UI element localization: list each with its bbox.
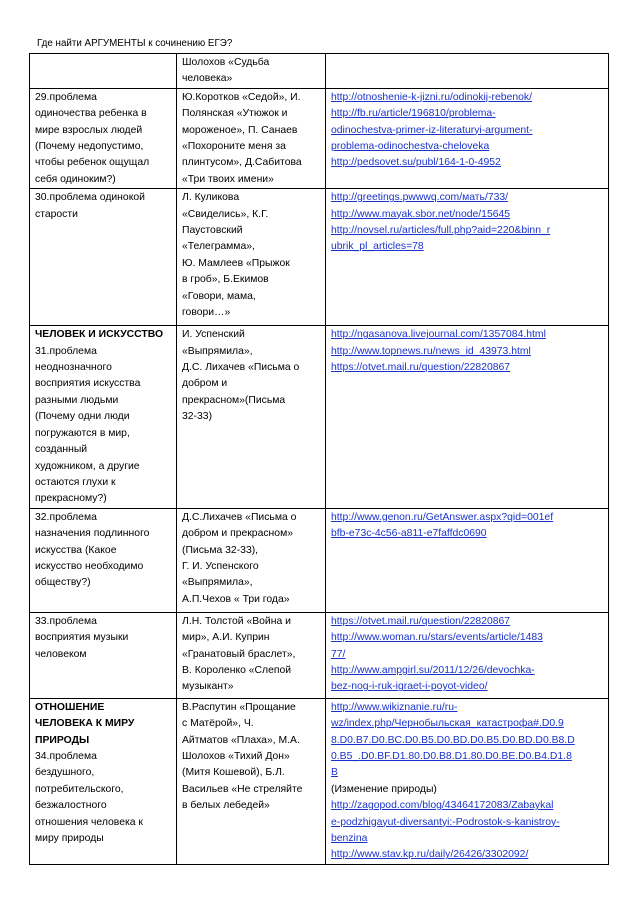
- problem-text: 31.проблема: [35, 345, 97, 357]
- argument-text: «Выпрямила»,: [182, 345, 253, 357]
- source-link[interactable]: http://fb.ru/article/196810/problema-: [331, 108, 496, 120]
- source-link[interactable]: http://ngasanova.livejournal.com/1357084.html: [331, 329, 546, 341]
- arguments-cell: [177, 326, 326, 508]
- source-link[interactable]: http://www.genon.ru/GetAnswer.aspx?qid=001ef: [331, 511, 554, 523]
- argument-text: Полянская «Утюжок и: [182, 108, 288, 120]
- source-link[interactable]: B: [331, 767, 338, 779]
- argument-text: говори…»: [182, 307, 231, 319]
- source-link[interactable]: 8.D0.B7.D0.BC.D0.B5.D0.BD.D0.B5.D0.BD.D0.B8.D: [331, 734, 575, 746]
- problem-text: бездушного,: [35, 767, 95, 779]
- problem-text: искусство необходимо: [35, 560, 144, 572]
- source-link[interactable]: ubrik_pl_articles=78: [331, 241, 424, 253]
- problem-text: восприятия музыки: [35, 632, 129, 644]
- argument-text: плинтусом», Д.Сабитова: [182, 157, 302, 169]
- argument-text: «Выпрямила»,: [182, 577, 253, 589]
- problem-text: отношения человека к: [35, 816, 143, 828]
- argument-text: в гроб», Б.Екимов: [182, 274, 269, 286]
- problem-text: 34.проблема: [35, 750, 97, 762]
- links-cell: [326, 698, 609, 864]
- source-link[interactable]: http://www.stav.kp.ru/daily/26426/3302092/: [331, 849, 529, 861]
- problem-cell: [30, 326, 177, 508]
- source-link[interactable]: http://zagopod.com/blog/43464172083/Zabaykal: [331, 800, 554, 812]
- problem-text: восприятия искусства: [35, 378, 141, 390]
- argument-text: «Телеграмма»,: [182, 241, 255, 253]
- source-link[interactable]: 0.B5_.D0.BF.D1.80.D0.B8.D1.80.D0.BE.D0.B4.D1.8: [331, 750, 572, 762]
- argument-text: «Гранатовый браслет»,: [182, 648, 296, 660]
- arguments-cell: [177, 88, 326, 188]
- problem-text: одиночества ребенка в: [35, 108, 147, 120]
- arguments-cell: [177, 612, 326, 698]
- argument-text: Айтматов «Плаха», М.А.: [182, 734, 300, 746]
- source-link[interactable]: https://otvet.mail.ru/question/22820867: [331, 362, 511, 374]
- source-link[interactable]: http://www.woman.ru/stars/events/article/1483: [331, 632, 543, 644]
- argument-text: музыкант»: [182, 681, 234, 693]
- links-cell: [326, 508, 609, 612]
- problem-text: себя одиноким?): [35, 173, 116, 185]
- source-link[interactable]: http://www.mayak.sbor.net/node/15645: [331, 208, 511, 220]
- table-row: [30, 88, 609, 188]
- argument-text: человека»: [182, 73, 233, 85]
- argument-text: прекрасном»(Письма: [182, 394, 286, 406]
- problem-text: художником, а другие: [35, 460, 140, 472]
- problem-text: (Почему одни люди: [35, 411, 130, 423]
- source-link[interactable]: 77/: [331, 648, 346, 660]
- argument-text: Г. И. Успенского: [182, 560, 259, 572]
- problem-text: неоднозначного: [35, 362, 112, 374]
- argument-text: А.П.Чехов « Три года»: [182, 593, 290, 605]
- problem-cell: [30, 612, 177, 698]
- table-row: [30, 698, 609, 864]
- problem-text: старости: [35, 208, 78, 220]
- argument-text: с Матёрой», Ч.: [182, 718, 254, 730]
- source-link[interactable]: http://otnoshenie-k-jizni.ru/odinokij-rebenok/: [331, 91, 532, 103]
- source-link[interactable]: https://otvet.mail.ru/question/22820867: [331, 615, 511, 627]
- problem-text: разными людьми: [35, 394, 119, 406]
- links-cell: [326, 88, 609, 188]
- source-link[interactable]: http://www.topnews.ru/news_id_43973.html: [331, 345, 531, 357]
- links-cell: [326, 612, 609, 698]
- source-link[interactable]: http://pedsovet.su/publ/164-1-0-4952: [331, 157, 501, 169]
- argument-text: В.Распутин «Прощание: [182, 701, 296, 713]
- argument-text: В. Короленко «Слепой: [182, 664, 292, 676]
- arguments-table: [29, 53, 609, 865]
- problem-text: человеком: [35, 648, 87, 660]
- section-heading: ЧЕЛОВЕК И ИСКУССТВО: [35, 329, 164, 341]
- argument-text: в белых лебедей»: [182, 800, 270, 812]
- argument-text: «Говори, мама,: [182, 290, 256, 302]
- problem-text: потребительского,: [35, 783, 124, 795]
- argument-text: добром и прекрасном»: [182, 528, 293, 540]
- argument-text: Д.С.Лихачев «Письма о: [182, 511, 297, 523]
- problem-text: мире взрослых людей: [35, 124, 143, 136]
- argument-text: 32-33): [182, 411, 213, 423]
- arguments-cell: [177, 54, 326, 89]
- argument-text: Л.Н. Толстой «Война и: [182, 615, 291, 627]
- source-link[interactable]: bfb-e73c-4c56-a811-e7faffdc0690: [331, 528, 487, 540]
- argument-text: (Митя Кошевой), Б.Л.: [182, 767, 285, 779]
- problem-text: 30.проблема одинокой: [35, 192, 145, 204]
- problem-text: миру природы: [35, 832, 104, 844]
- problem-text: чтобы ребенок ощущал: [35, 157, 150, 169]
- argument-text: Д.С. Лихачев «Письма о: [182, 362, 300, 374]
- source-link[interactable]: e-podzhigayut-diversantyi:-Podrostok-s-kanistroy-: [331, 816, 560, 828]
- source-link[interactable]: odinochestva-primer-iz-literaturyi-argument-: [331, 124, 533, 136]
- source-link[interactable]: problema-odinochestva-cheloveka: [331, 141, 490, 153]
- problem-text: 33.проблема: [35, 615, 97, 627]
- argument-text: (Письма 32-33),: [182, 544, 259, 556]
- problem-text: искусства (Какое: [35, 544, 117, 556]
- argument-text: Шолохов «Судьба: [182, 57, 270, 68]
- table-row: [30, 508, 609, 612]
- problem-cell: [30, 88, 177, 188]
- source-link[interactable]: http://www.ampgirl.su/2011/12/26/devochka-: [331, 664, 535, 676]
- source-link[interactable]: http://greetings.pwwwq.com/мать/733/: [331, 192, 509, 204]
- problem-text: прекрасному?): [35, 493, 107, 505]
- problem-text: 32.проблема: [35, 511, 97, 523]
- problem-text: погружаются в мир,: [35, 427, 130, 439]
- argument-text: Шолохов «Тихий Дон»: [182, 750, 290, 762]
- problem-cell: [30, 54, 177, 89]
- table-row: [30, 54, 609, 89]
- page-title: Где найти АРГУМЕНТЫ к сочинению ЕГЭ?: [37, 38, 233, 49]
- problem-text: остаются глухи к: [35, 476, 116, 488]
- table-row: [30, 326, 609, 508]
- arguments-cell: [177, 698, 326, 864]
- section-heading: ОТНОШЕНИЕ: [35, 701, 105, 713]
- problem-text: созданный: [35, 444, 88, 456]
- links-cell: [326, 54, 609, 89]
- table-row: [30, 189, 609, 326]
- arguments-cell: [177, 508, 326, 612]
- argument-text: Васильев «Не стреляйте: [182, 783, 303, 795]
- argument-text: Ю. Мамлеев «Прыжок: [182, 257, 290, 269]
- problem-cell: [30, 508, 177, 612]
- argument-text: мир», А.И. Куприн: [182, 632, 270, 644]
- argument-text: И. Успенский: [182, 329, 245, 341]
- arguments-cell: [177, 189, 326, 326]
- source-link[interactable]: http://novsel.ru/articles/full.php?aid=220&binn_r: [331, 225, 551, 237]
- problem-text: назначения подлинного: [35, 528, 150, 540]
- link-note: (Изменение природы): [331, 783, 437, 795]
- section-heading: ПРИРОДЫ: [35, 734, 90, 746]
- argument-text: «Три твоих имени»: [182, 173, 274, 185]
- argument-text: Ю.Коротков «Седой», И.: [182, 91, 301, 103]
- argument-text: Л. Куликова: [182, 192, 240, 204]
- problem-text: (Почему недопустимо,: [35, 141, 144, 153]
- argument-text: Паустовский: [182, 225, 243, 237]
- argument-text: добром и: [182, 378, 228, 390]
- argument-text: «Похороните меня за: [182, 141, 286, 153]
- links-cell: [326, 189, 609, 326]
- source-link[interactable]: benzina: [331, 832, 368, 844]
- argument-text: «Свиделись», К.Г.: [182, 208, 269, 220]
- problem-text: обществу?): [35, 577, 91, 589]
- problem-cell: [30, 698, 177, 864]
- source-link[interactable]: http://www.wikiznanie.ru/ru-: [331, 701, 458, 713]
- source-link[interactable]: bez-nog-i-ruk-igraet-i-poyot-video/: [331, 681, 488, 693]
- section-heading: ЧЕЛОВЕКА К МИРУ: [35, 718, 135, 730]
- problem-text: 29.проблема: [35, 91, 97, 103]
- links-cell: [326, 326, 609, 508]
- argument-text: мороженое», П. Санаев: [182, 124, 298, 136]
- problem-text: безжалостного: [35, 800, 107, 812]
- problem-cell: [30, 189, 177, 326]
- source-link[interactable]: wz/index.php/Чернобыльская_катастрофа#.D0.9: [331, 718, 564, 730]
- table-row: [30, 612, 609, 698]
